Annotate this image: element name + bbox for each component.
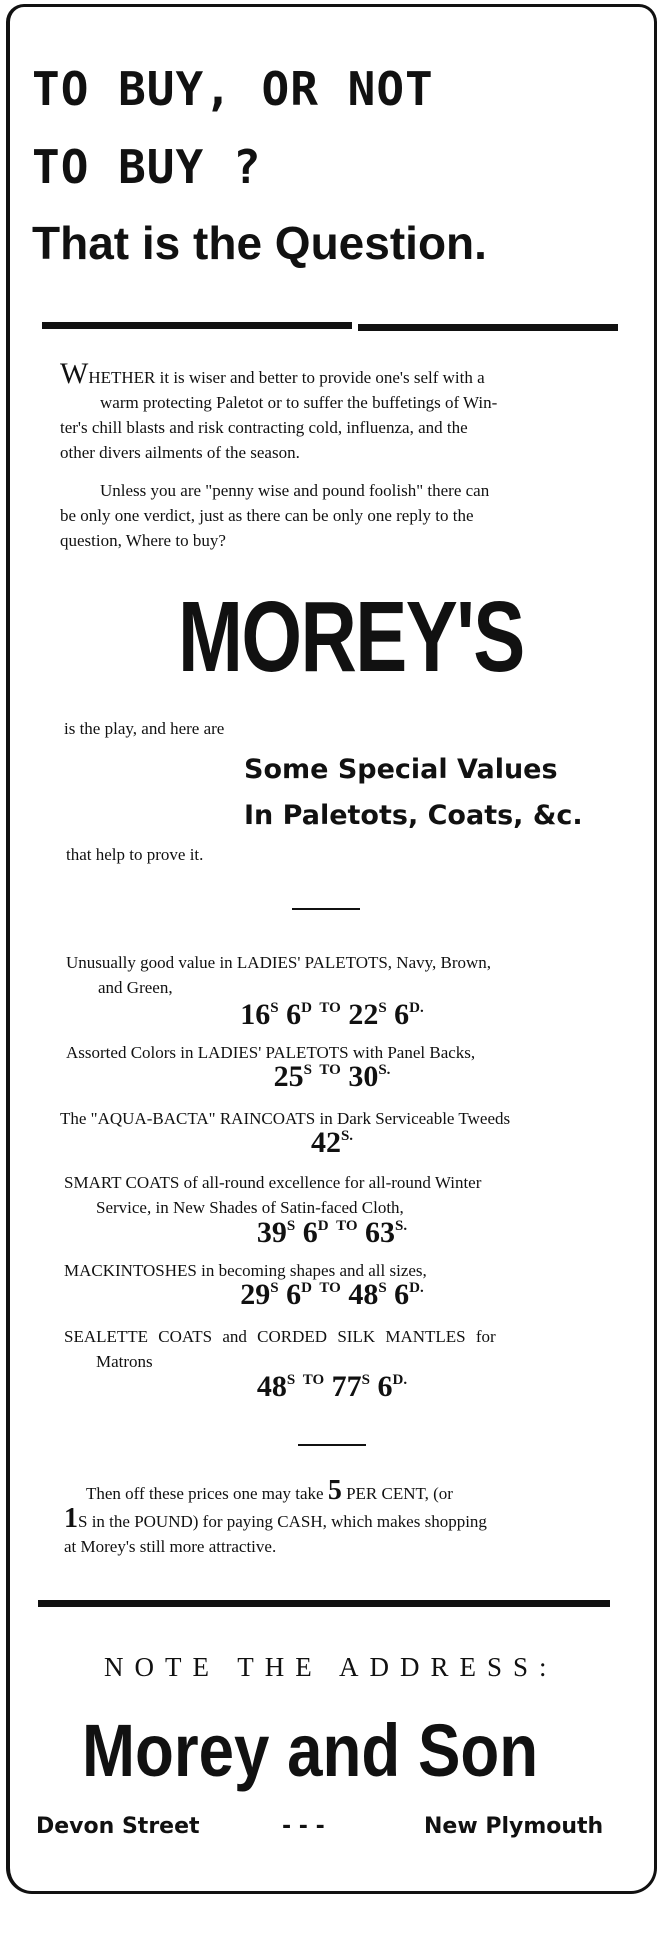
headline-line1: TO BUY, OR NOT (32, 62, 434, 116)
address-street: Devon Street (36, 1814, 200, 1839)
note-the-address: NOTE THE ADDRESS: (104, 1652, 558, 1682)
item-4-line1: SMART COATS of all-round excellence for all-round Winter (64, 1173, 482, 1192)
discount-paragraph (64, 1475, 604, 1559)
special-values-line2: In Paletots, Coats, &c. (244, 800, 583, 831)
play-line: is the play, and here are (64, 719, 225, 738)
item-4-line2: Service, in New Shades of Satin-faced Cloth, (96, 1198, 404, 1217)
item-6-line2: Matrons (96, 1352, 153, 1371)
discount-line1b: PER CENT, (or (346, 1484, 453, 1503)
discount-line3: at Morey's still more attractive. (64, 1537, 277, 1556)
intro-p1-line1: HETHER it is wiser and better to provide one's self with a (88, 368, 485, 387)
item-4-text (64, 1170, 604, 1220)
divider-short-1 (292, 908, 360, 910)
top-rule-right (358, 324, 618, 331)
intro-p1-line3: ter's chill blasts and risk contracting cold, influenza, and the (60, 418, 468, 437)
intro-p1-line2: warm protecting Paletot or to suffer the buffetings of Win- (100, 393, 498, 412)
item-6-line1: SEALETTE COATS and CORDED SILK MANTLES for (64, 1327, 496, 1346)
headline-line2: TO BUY ? (32, 140, 262, 194)
discount-percent-number: 5 (327, 1475, 342, 1506)
firm-name: Morey and Son (82, 1709, 539, 1792)
special-values-line1: Some Special Values (244, 754, 558, 785)
bottom-rule (38, 1600, 610, 1607)
discount-line2b: S in the POUND) for paying CASH, which makes shopping (78, 1512, 487, 1531)
intro-paragraph-2 (60, 478, 600, 553)
drop-cap: W (60, 357, 89, 390)
item-5-line1: MACKINTOSHES in becoming shapes and all sizes, (64, 1261, 427, 1280)
discount-line1a: Then off these prices one may take (86, 1484, 324, 1503)
item-1-line1: Unusually good value in LADIES' PALETOTS, Navy, Brown, (66, 953, 492, 972)
advert-border (6, 4, 657, 1894)
top-rule-left (42, 322, 352, 329)
headline-line3: That is the Question. (32, 217, 487, 269)
discount-shilling-number: 1 (64, 1503, 78, 1534)
item-1-price: $16^S$ $6^D$ $^{TO}$ $22^S$ $6^{D.}$ (240, 998, 424, 1031)
intro-p2-line1: Unless you are "penny wise and pound foolish" there can (100, 481, 490, 500)
divider-short-2 (298, 1444, 366, 1446)
item-1-line2: and Green, (98, 978, 173, 997)
address-dashes: - - - (282, 1814, 325, 1839)
item-2-line1: Assorted Colors in LADIES' PALETOTS with Panel Backs, (66, 1043, 476, 1062)
item-5-price: $29^S$ $6^D$ $^{TO}$ $48^S$ $6^{D.}$ (240, 1278, 424, 1311)
item-4-price: $39^S$ $6^D$ $^{TO}$ $63^{S.}$ (256, 1216, 408, 1249)
item-1-text (66, 950, 596, 1000)
intro-p1-line4: other divers ailments of the season. (60, 443, 300, 462)
brand-name: MOREY'S (178, 581, 524, 693)
item-3-price: $42^{S.}$ (310, 1126, 354, 1159)
prove-line: that help to prove it. (66, 845, 204, 864)
intro-p2-line2: be only one verdict, just as there can be only one reply to the (60, 506, 474, 525)
intro-paragraph-1 (60, 357, 600, 465)
intro-p2-line3: question, Where to buy? (60, 531, 226, 550)
address-town: New Plymouth (424, 1814, 604, 1839)
item-6-text (64, 1324, 594, 1374)
item-2-price: $25^S$ $^{TO}$ $30^{S.}$ (273, 1060, 391, 1093)
item-3-line1: The "AQUA-BACTA" RAINCOATS in Dark Serviceable Tweeds (60, 1109, 511, 1128)
item-6-price: $48^S$ $^{TO}$ $77^S$ $6^{D.}$ (256, 1370, 408, 1403)
